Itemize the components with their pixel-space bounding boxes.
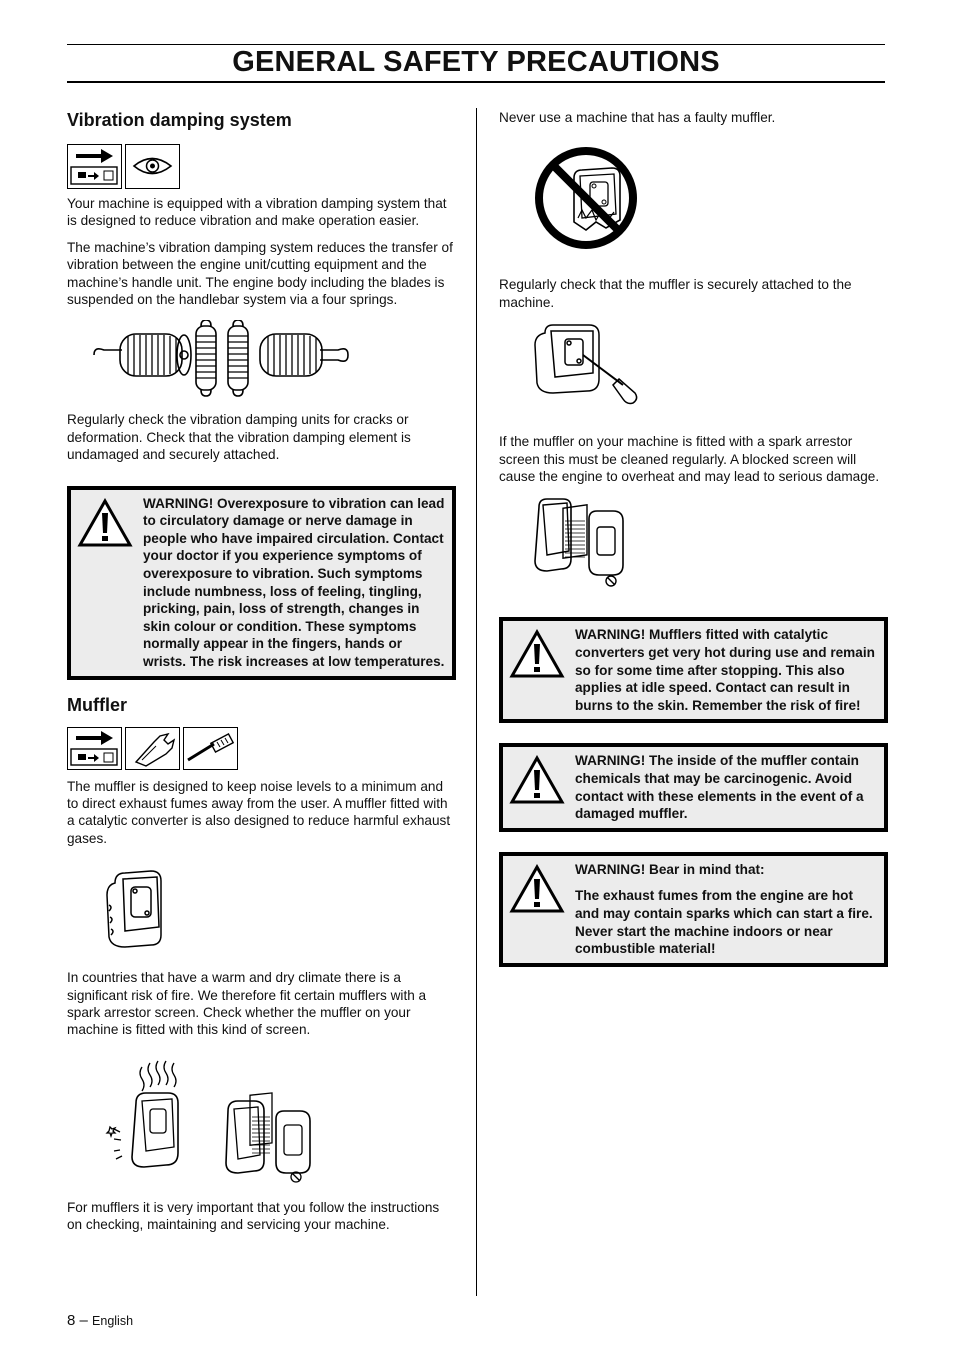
title-rule bbox=[67, 81, 885, 83]
catalytic-warning-box bbox=[499, 617, 888, 723]
right-column bbox=[499, 108, 887, 967]
right-paragraph-1: Never use a machine that has a faulty muffler. bbox=[499, 110, 776, 125]
warning-triangle-icon bbox=[509, 755, 565, 805]
vibration-paragraph-1: Your machine is equipped with a vibration damping system that is designed to reduce vibration and make operation easier. bbox=[67, 196, 447, 229]
vibration-heading: Vibration damping system bbox=[67, 110, 292, 130]
catalytic-warning-text: WARNING! Mufflers fitted with catalytic converters get very hot during use and remain so for some time after stopping. This also applies at idle speed. Contact can result in burns to the skin. Remember the risk of fire! bbox=[575, 627, 875, 713]
muffler-illustration bbox=[101, 865, 181, 955]
eye-icon bbox=[125, 144, 180, 189]
page-number: 8 – bbox=[67, 1312, 88, 1329]
vibration-paragraph-3: Regularly check the vibration damping units for cracks or deformation. Check that the vibration damping element is undamaged and securely attached. bbox=[67, 412, 411, 463]
column-divider bbox=[476, 108, 477, 1296]
muffler-paragraph-1: The muffler is designed to keep noise levels to a minimum and to direct exhaust fumes away from the user. A muffler fitted with a catalytic converter is also designed to reduce harmful exhaust gases. bbox=[67, 778, 451, 846]
manual-arrow-icon bbox=[67, 727, 122, 770]
manual-arrow-icon bbox=[67, 144, 122, 189]
page-footer bbox=[67, 1312, 133, 1329]
exhaust-warning-box bbox=[499, 852, 888, 967]
warning-triangle-icon bbox=[509, 864, 565, 914]
muffler-spark-arrestor-illustration bbox=[100, 1053, 330, 1183]
wrench-icon bbox=[125, 727, 180, 770]
carcinogenic-warning-box bbox=[499, 743, 888, 831]
exhaust-warning-text: The exhaust fumes from the engine are hot and may contain sparks which can start a fire. Never start the machine indoors or near combustible material! bbox=[575, 888, 873, 957]
muffler-paragraph-2: In countries that have a warm and dry climate there is a significant risk of fire. We therefore fit certain mufflers with a spark arrestor screen. Check whether the muffler on your machine is fitted with this kind of screen. bbox=[67, 970, 427, 1038]
muffler-icons bbox=[67, 727, 455, 770]
vibration-paragraph-2: The machine’s vibration damping system reduces the transfer of vibration between the engine unit/cutting equipment and the machine’s handle unit. The engine body including the blades is suspended on the handlebar system via a four springs. bbox=[67, 239, 453, 308]
warning-triangle-icon bbox=[77, 498, 133, 548]
vibration-icons bbox=[67, 144, 455, 189]
footer-language: English bbox=[92, 1314, 134, 1328]
brush-icon bbox=[183, 727, 238, 770]
no-faulty-muffler-prohibition-icon bbox=[534, 144, 654, 254]
right-paragraph-3: If the muffler on your machine is fitted with a spark arrestor screen this must be cleaned regularly. A blocked screen will cause the engine to overheat and may lead to serious damage. bbox=[499, 434, 880, 485]
vibration-warning-text: WARNING! Overexposure to vibration can lead to circulatory damage or nerve damage in people who have impaired circulation. Contact your doctor if you experience symptoms of overexposure to vibration. Such symptoms include numbness, loss of feeling, tingling, pricking, pain, loss of strength, changes in skin colour or condition. These symptoms normally appear in the fingers, hands or wrists. The risk increases at low temperatures. bbox=[143, 495, 445, 669]
right-paragraph-2: Regularly check that the muffler is securely attached to the machine. bbox=[499, 277, 852, 310]
muffler-heading: Muffler bbox=[67, 694, 127, 715]
vibration-dampers-illustration bbox=[92, 320, 352, 402]
carcinogenic-warning-text: WARNING! The inside of the muffler contain chemicals that may be carcinogenic. Avoid contact with these elements in the event of a damaged muffler. bbox=[575, 753, 864, 822]
page-title: GENERAL SAFETY PRECAUTIONS bbox=[232, 46, 720, 78]
spark-arrestor-screen-illustration bbox=[529, 495, 639, 595]
check-muffler-screwdriver-illustration bbox=[527, 321, 647, 411]
muffler-paragraph-3: For mufflers it is very important that you follow the instructions on checking, maintaining and servicing your machine. bbox=[67, 1199, 440, 1233]
vibration-warning-box bbox=[67, 486, 456, 680]
warning-triangle-icon bbox=[509, 629, 565, 679]
left-column bbox=[67, 108, 455, 1234]
exhaust-warning-title: WARNING! Bear in mind that: bbox=[575, 861, 765, 877]
